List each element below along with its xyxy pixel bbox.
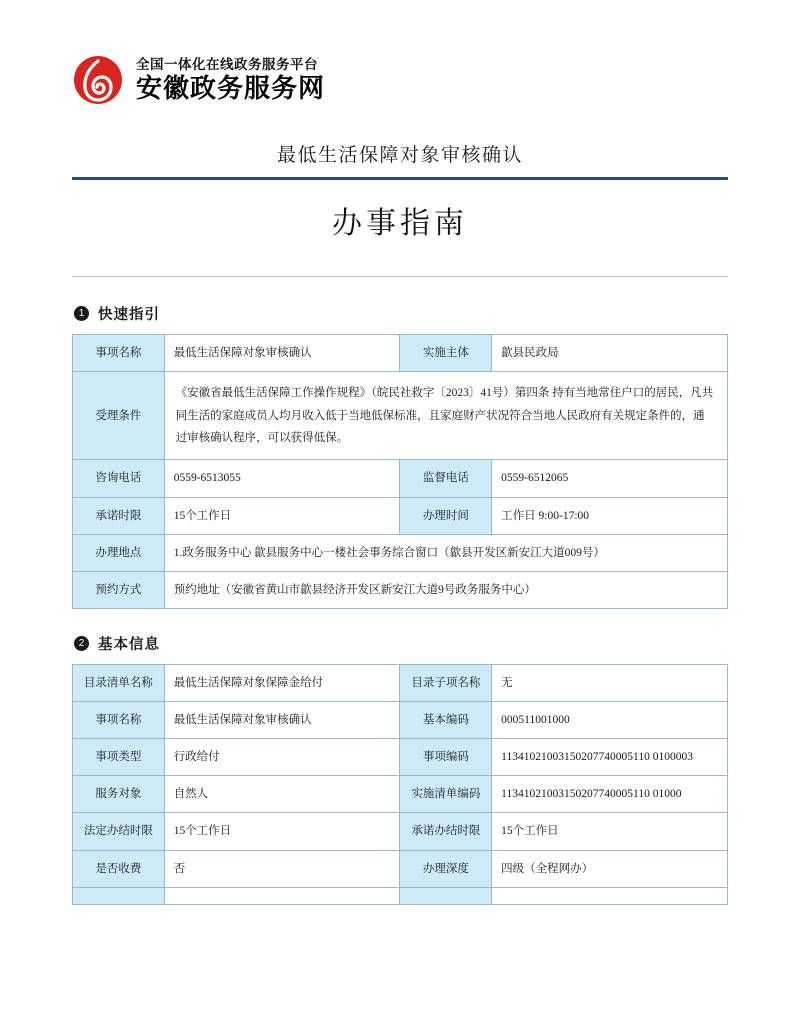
row-value-2: 11341021003150207740005110 01000 [492, 776, 728, 813]
table-row [73, 460, 728, 497]
row-value-2: 歙县民政局 [492, 335, 728, 372]
platform-line: 全国一体化在线政务服务平台 [136, 57, 318, 73]
row-value-2: 无 [492, 664, 728, 701]
row-value: 最低生活保障对象审核确认 [164, 702, 400, 739]
row-label-2: 实施清单编码 [400, 776, 492, 813]
site-name: 安徽政务服务网 [136, 72, 326, 103]
row-label: 法定办结时限 [73, 813, 165, 850]
row-label-2: 监督电话 [400, 460, 492, 497]
section-divider [72, 276, 728, 277]
row-label: 服务对象 [73, 776, 165, 813]
row-label: 承诺时限 [73, 497, 165, 534]
row-value: 最低生活保障对象审核确认 [164, 335, 400, 372]
table-row [73, 372, 728, 460]
row-label: 咨询电话 [73, 460, 165, 497]
row-label-2: 承诺办结时限 [400, 813, 492, 850]
row-label: 受理条件 [73, 372, 165, 460]
row-value-2: 000511001000 [492, 702, 728, 739]
row-label-2 [400, 887, 492, 904]
section-number: 2 [74, 636, 89, 651]
row-value: 自然人 [164, 776, 400, 813]
row-label: 是否收费 [73, 850, 165, 887]
row-label: 预约方式 [73, 571, 165, 608]
row-label-2: 事项编码 [400, 739, 492, 776]
row-value-2: 15个工作日 [492, 813, 728, 850]
section-title: 快速指引 [98, 307, 160, 323]
row-value: 最低生活保障对象保障金给付 [164, 664, 400, 701]
row-label: 事项名称 [73, 702, 165, 739]
row-value: 否 [164, 850, 400, 887]
row-value [164, 887, 400, 904]
brand-text [136, 56, 325, 103]
table-row [73, 702, 728, 739]
row-value-2: 工作日 9:00-17:00 [492, 497, 728, 534]
row-label: 事项类型 [73, 739, 165, 776]
quick-guide-table [72, 334, 728, 609]
section-title: 基本信息 [98, 636, 160, 653]
row-label-2: 办理深度 [400, 850, 492, 887]
section-heading-basic-info [74, 633, 728, 654]
row-value-2: 0559-6512065 [492, 460, 728, 497]
table-row [73, 813, 728, 850]
table-row [73, 497, 728, 534]
row-value: 0559-6513055 [164, 460, 400, 497]
page-title: 最低生活保障对象审核确认 [276, 145, 523, 166]
table-row [73, 571, 728, 608]
basic-info-table [72, 664, 728, 905]
row-value: 15个工作日 [164, 813, 400, 850]
page-subtitle: 办事指南 [332, 207, 468, 240]
section-number: 1 [74, 306, 89, 321]
row-value: 预约地址（安徽省黄山市歙县经济开发区新安江大道9号政务服务中心） [164, 571, 727, 608]
table-row [73, 534, 728, 571]
table-row [73, 739, 728, 776]
row-value: 行政给付 [164, 739, 400, 776]
table-row [73, 664, 728, 701]
row-label-2: 办理时间 [400, 497, 492, 534]
anhui-gov-logo-icon [72, 54, 124, 106]
row-value: 1.政务服务中心 歙县服务中心一楼社会事务综合窗口（歙县开发区新安江大道009号） [164, 534, 727, 571]
row-value-2 [492, 887, 728, 904]
row-value: 《安徽省最低生活保障工作操作规程》（皖民社救字〔2023〕41号）第四条 持有当地常住户口的居民，凡共同生活的家庭成员人均月收入低于当地低保标准，且家庭财产状况符合当地人民政府有关规定条件的，通过审核确认程序，可以获得低保。 [164, 372, 727, 460]
row-value: 15个工作日 [164, 497, 400, 534]
table-row-truncated [73, 887, 728, 904]
title-divider-blue [72, 177, 728, 180]
row-label-2: 基本编码 [400, 702, 492, 739]
table-row [73, 850, 728, 887]
section-heading-quick-guide [74, 303, 728, 324]
row-label-2: 目录子项名称 [400, 664, 492, 701]
brand-header [72, 40, 728, 106]
row-label: 办理地点 [73, 534, 165, 571]
row-label: 目录清单名称 [73, 664, 165, 701]
row-value-2: 11341021003150207740005110 0100003 [492, 739, 728, 776]
row-value-2: 四级（全程网办） [492, 850, 728, 887]
table-row [73, 335, 728, 372]
table-row [73, 776, 728, 813]
row-label-2: 实施主体 [400, 335, 492, 372]
row-label: 事项名称 [73, 335, 165, 372]
row-label [73, 887, 165, 904]
